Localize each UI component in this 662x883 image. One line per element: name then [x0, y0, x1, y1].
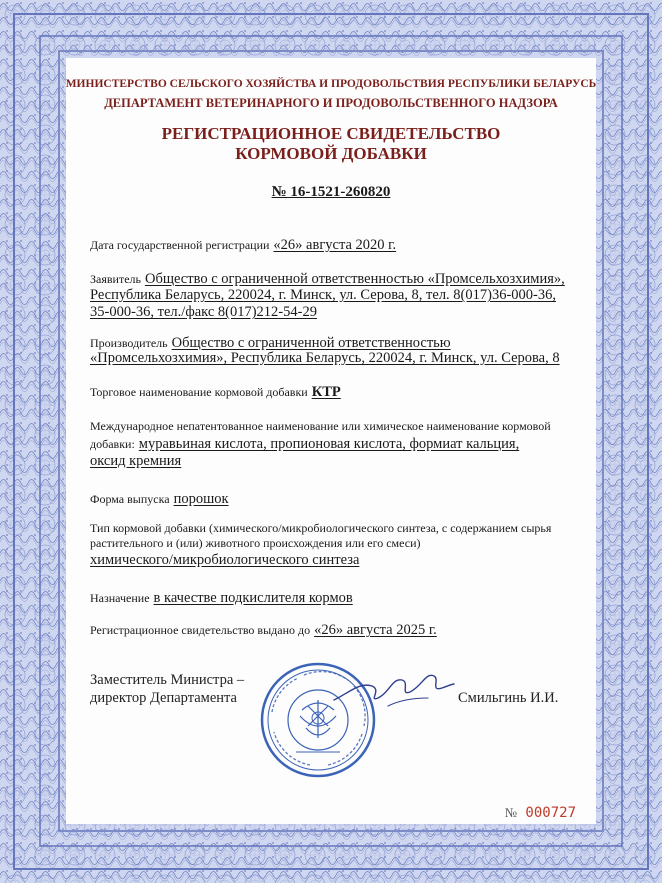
purpose-row — [90, 589, 353, 607]
applicant-line2: Республика Беларусь, 220024, г. Минск, ул. Серова, 8, тел. 8(017)36-000-36, — [90, 287, 556, 303]
manufacturer-label: Производитель — [90, 336, 168, 350]
trade-name-value: КТР — [311, 384, 341, 400]
valid-until-label: Регистрационное свидетельство выдано до — [90, 623, 311, 637]
inn-row — [90, 435, 519, 453]
registration-date-value: «26» августа 2020 г. — [273, 237, 397, 253]
signatory-position-line2: директор Департамента — [90, 690, 237, 706]
handwritten-signature — [330, 662, 455, 712]
trade-name-row — [90, 383, 341, 401]
valid-until-value: «26» августа 2025 г. — [314, 622, 437, 638]
serial-prefix: № — [504, 805, 517, 820]
department-heading: ДЕПАРТАМЕНТ ВЕТЕРИНАРНОГО И ПРОДОВОЛЬСТВЕННОГО НАДЗОРА — [104, 96, 558, 110]
type-label-line2: растительного и (или) животного происхождения или его смеси) — [90, 536, 421, 550]
purpose-value: в качестве подкислителя кормов — [153, 590, 353, 606]
ministry-heading: МИНИСТЕРСТВО СЕЛЬСКОГО ХОЗЯЙСТВА И ПРОДОВОЛЬСТВИЯ РЕСПУБЛИКИ БЕЛАРУСЬ — [65, 78, 597, 90]
registration-date-label: Дата государственной регистрации — [90, 238, 270, 252]
inn-value-line1: муравьиная кислота, пропионовая кислота, формиат кальция, — [138, 436, 520, 452]
form-label: Форма выпуска — [90, 492, 170, 506]
serial-value: 000727 — [525, 805, 576, 821]
applicant-label: Заявитель — [90, 272, 141, 286]
certificate-title-line1: РЕГИСТРАЦИОННОЕ СВИДЕТЕЛЬСТВО — [161, 124, 501, 143]
form-row — [90, 490, 229, 508]
inn-value-line2: оксид кремния — [90, 453, 182, 469]
type-value: химического/микробиологического синтеза — [90, 552, 360, 568]
form-value: порошок — [173, 491, 229, 507]
manufacturer-line1: Общество с ограниченной ответственностью — [171, 335, 451, 351]
trade-name-label: Торговое наименование кормовой добавки — [90, 385, 308, 399]
applicant-row — [90, 270, 565, 288]
inn-label-line1: Международное непатентованное наименование или химическое наименование кормовой — [90, 419, 551, 433]
inn-label-line2: добавки: — [90, 437, 135, 451]
signatory-name: Смильгинь И.И. — [458, 690, 559, 706]
registration-date-row — [90, 236, 396, 254]
valid-until-row — [90, 621, 437, 639]
purpose-label: Назначение — [90, 591, 150, 605]
type-label-line1: Тип кормовой добавки (химического/микробиологического синтеза, с содержанием сырья — [90, 521, 552, 535]
certificate-title-line2: КОРМОВОЙ ДОБАВКИ — [235, 144, 427, 163]
manufacturer-line2: «Промсельхозхимия», Республика Беларусь, 220024, г. Минск, ул. Серова, 8 — [90, 350, 560, 366]
applicant-line1: Общество с ограниченной ответственностью «Промсельхозхимия», — [144, 271, 565, 287]
form-serial-number — [505, 805, 576, 821]
signatory-position-line1: Заместитель Министра – — [90, 672, 245, 688]
certificate-number: № 16-1521-260820 — [271, 184, 391, 200]
applicant-line3: 35-000-36, тел./факс 8(017)212-54-29 — [90, 304, 317, 320]
